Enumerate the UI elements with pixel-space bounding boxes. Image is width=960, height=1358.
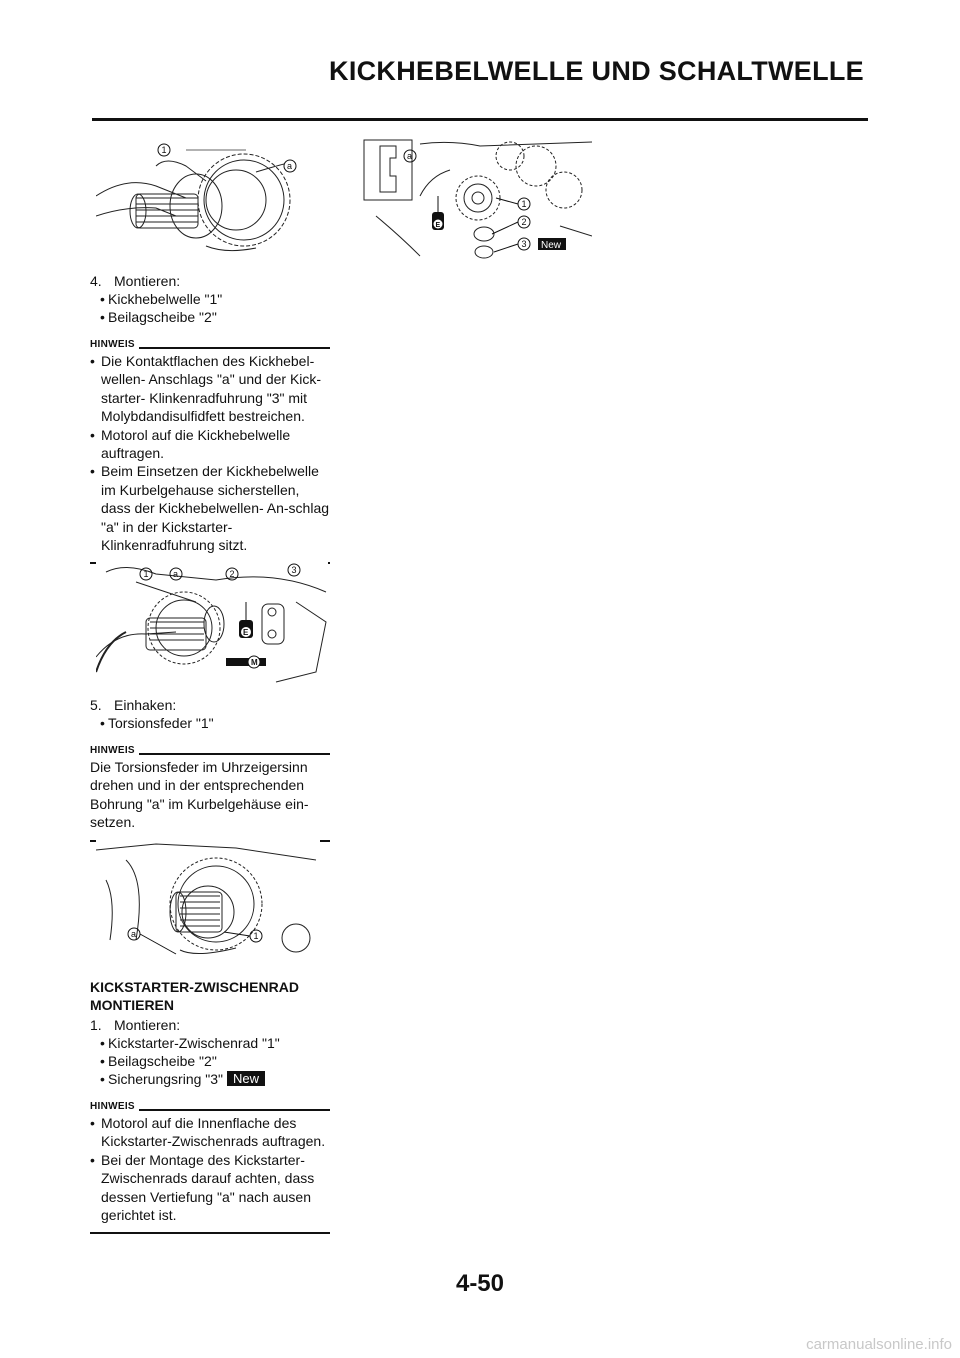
list-item: • Beilagscheibe "2" bbox=[100, 1053, 217, 1069]
hinweis-header bbox=[90, 336, 330, 350]
callout-3: 3 bbox=[291, 565, 297, 575]
hinweis-body: Die Torsionsfeder im Uhrzeigersinn drehen und in der entsprechenden Bohrung "a" im Kurbelgehäuse ein-setzen. bbox=[90, 759, 309, 831]
step-action: Montieren: bbox=[114, 273, 181, 289]
title-rule bbox=[92, 118, 868, 121]
callout-a: a bbox=[131, 929, 137, 939]
divider bbox=[90, 1232, 330, 1234]
hinweis-body bbox=[90, 352, 330, 554]
step-action: Einhaken: bbox=[114, 697, 177, 713]
step-5 bbox=[90, 696, 330, 714]
callout-3: 3 bbox=[521, 239, 527, 249]
callout-1: 1 bbox=[143, 569, 149, 579]
step-5-block bbox=[90, 696, 330, 842]
list-item: • Kickhebelwelle "1" bbox=[100, 291, 223, 307]
list-item: • Bei der Montage des Kickstarter-Zwischenrads darauf achten, dass dessen Vertiefung "a" nach ausen gerichtet ist. bbox=[90, 1151, 315, 1224]
page-number: 4-50 bbox=[455, 1270, 505, 1297]
lube-e-icon: E bbox=[243, 628, 249, 637]
step-action: Montieren: bbox=[114, 1017, 181, 1033]
page-title: KICKHEBELWELLE UND SCHALTWELLE bbox=[329, 56, 864, 86]
figure-torsionsfeder bbox=[96, 562, 328, 690]
step-4-block bbox=[90, 272, 330, 564]
figure-bohrung bbox=[96, 840, 320, 972]
callout-2: 2 bbox=[521, 217, 527, 227]
list-item: • Motorol auf die Kickhebelwelle auftragen. bbox=[90, 426, 291, 462]
section-title: KICKSTARTER-ZWISCHENRAD MONTIEREN bbox=[90, 979, 299, 1013]
step-number: 5. bbox=[90, 697, 102, 713]
list-item: • Kickstarter-Zwischenrad "1" bbox=[100, 1035, 280, 1051]
section-kickstarter-zwischenrad bbox=[90, 978, 330, 1234]
hinweis-header bbox=[90, 1098, 330, 1112]
callout-1: 1 bbox=[521, 199, 527, 209]
list-item: • Sicherungsring "3" New bbox=[90, 1070, 330, 1088]
hinweis-label: HINWEIS bbox=[90, 339, 135, 350]
list-item: • Torsionsfeder "1" bbox=[100, 715, 214, 731]
hinweis-label: HINWEIS bbox=[90, 745, 135, 756]
step-number: 4. bbox=[90, 273, 102, 289]
footer-url: carmanualsonline.info bbox=[806, 1336, 952, 1353]
step-number: 1. bbox=[90, 1017, 102, 1033]
new-badge: New bbox=[227, 1071, 265, 1086]
callout-1: 1 bbox=[253, 931, 259, 941]
step-4 bbox=[90, 272, 330, 290]
divider bbox=[139, 1109, 330, 1111]
callout-1: 1 bbox=[161, 145, 167, 155]
step-1 bbox=[90, 1016, 330, 1034]
lube-e-icon: E bbox=[435, 222, 441, 229]
figure-zwischenrad bbox=[360, 136, 592, 266]
list-item: • Die Kontaktflachen des Kickhebel-wellen- Anschlags "a" und der Kick-starter- Klinkenradfuhrung "3" mit Molybdandisulfidfett bestreichen. bbox=[90, 353, 322, 425]
list-item: • Motorol auf die Innenflache des Kickstarter-Zwischenrads auftragen. bbox=[90, 1115, 326, 1150]
divider bbox=[139, 347, 330, 349]
callout-a: a bbox=[407, 151, 413, 161]
divider bbox=[139, 753, 330, 755]
hinweis-label: HINWEIS bbox=[90, 1101, 135, 1112]
hinweis-body bbox=[90, 1114, 330, 1224]
callout-2: 2 bbox=[229, 569, 235, 579]
list-item: • Beim Einsetzen der Kickhebelwelle im Kurbelgehause sicherstellen, dass der Kickhebelwellen- An-schlag "a" in der Kickstarter-Klinkenradfuhrung sitzt. bbox=[90, 463, 330, 554]
lube-m-icon: M bbox=[251, 658, 258, 667]
new-badge: New bbox=[541, 240, 562, 251]
callout-a: a bbox=[173, 569, 179, 579]
hinweis-header bbox=[90, 742, 330, 756]
figure-kickhebelwelle bbox=[96, 136, 316, 264]
list-item: • Beilagscheibe "2" bbox=[100, 309, 217, 325]
callout-a: a bbox=[287, 161, 293, 171]
